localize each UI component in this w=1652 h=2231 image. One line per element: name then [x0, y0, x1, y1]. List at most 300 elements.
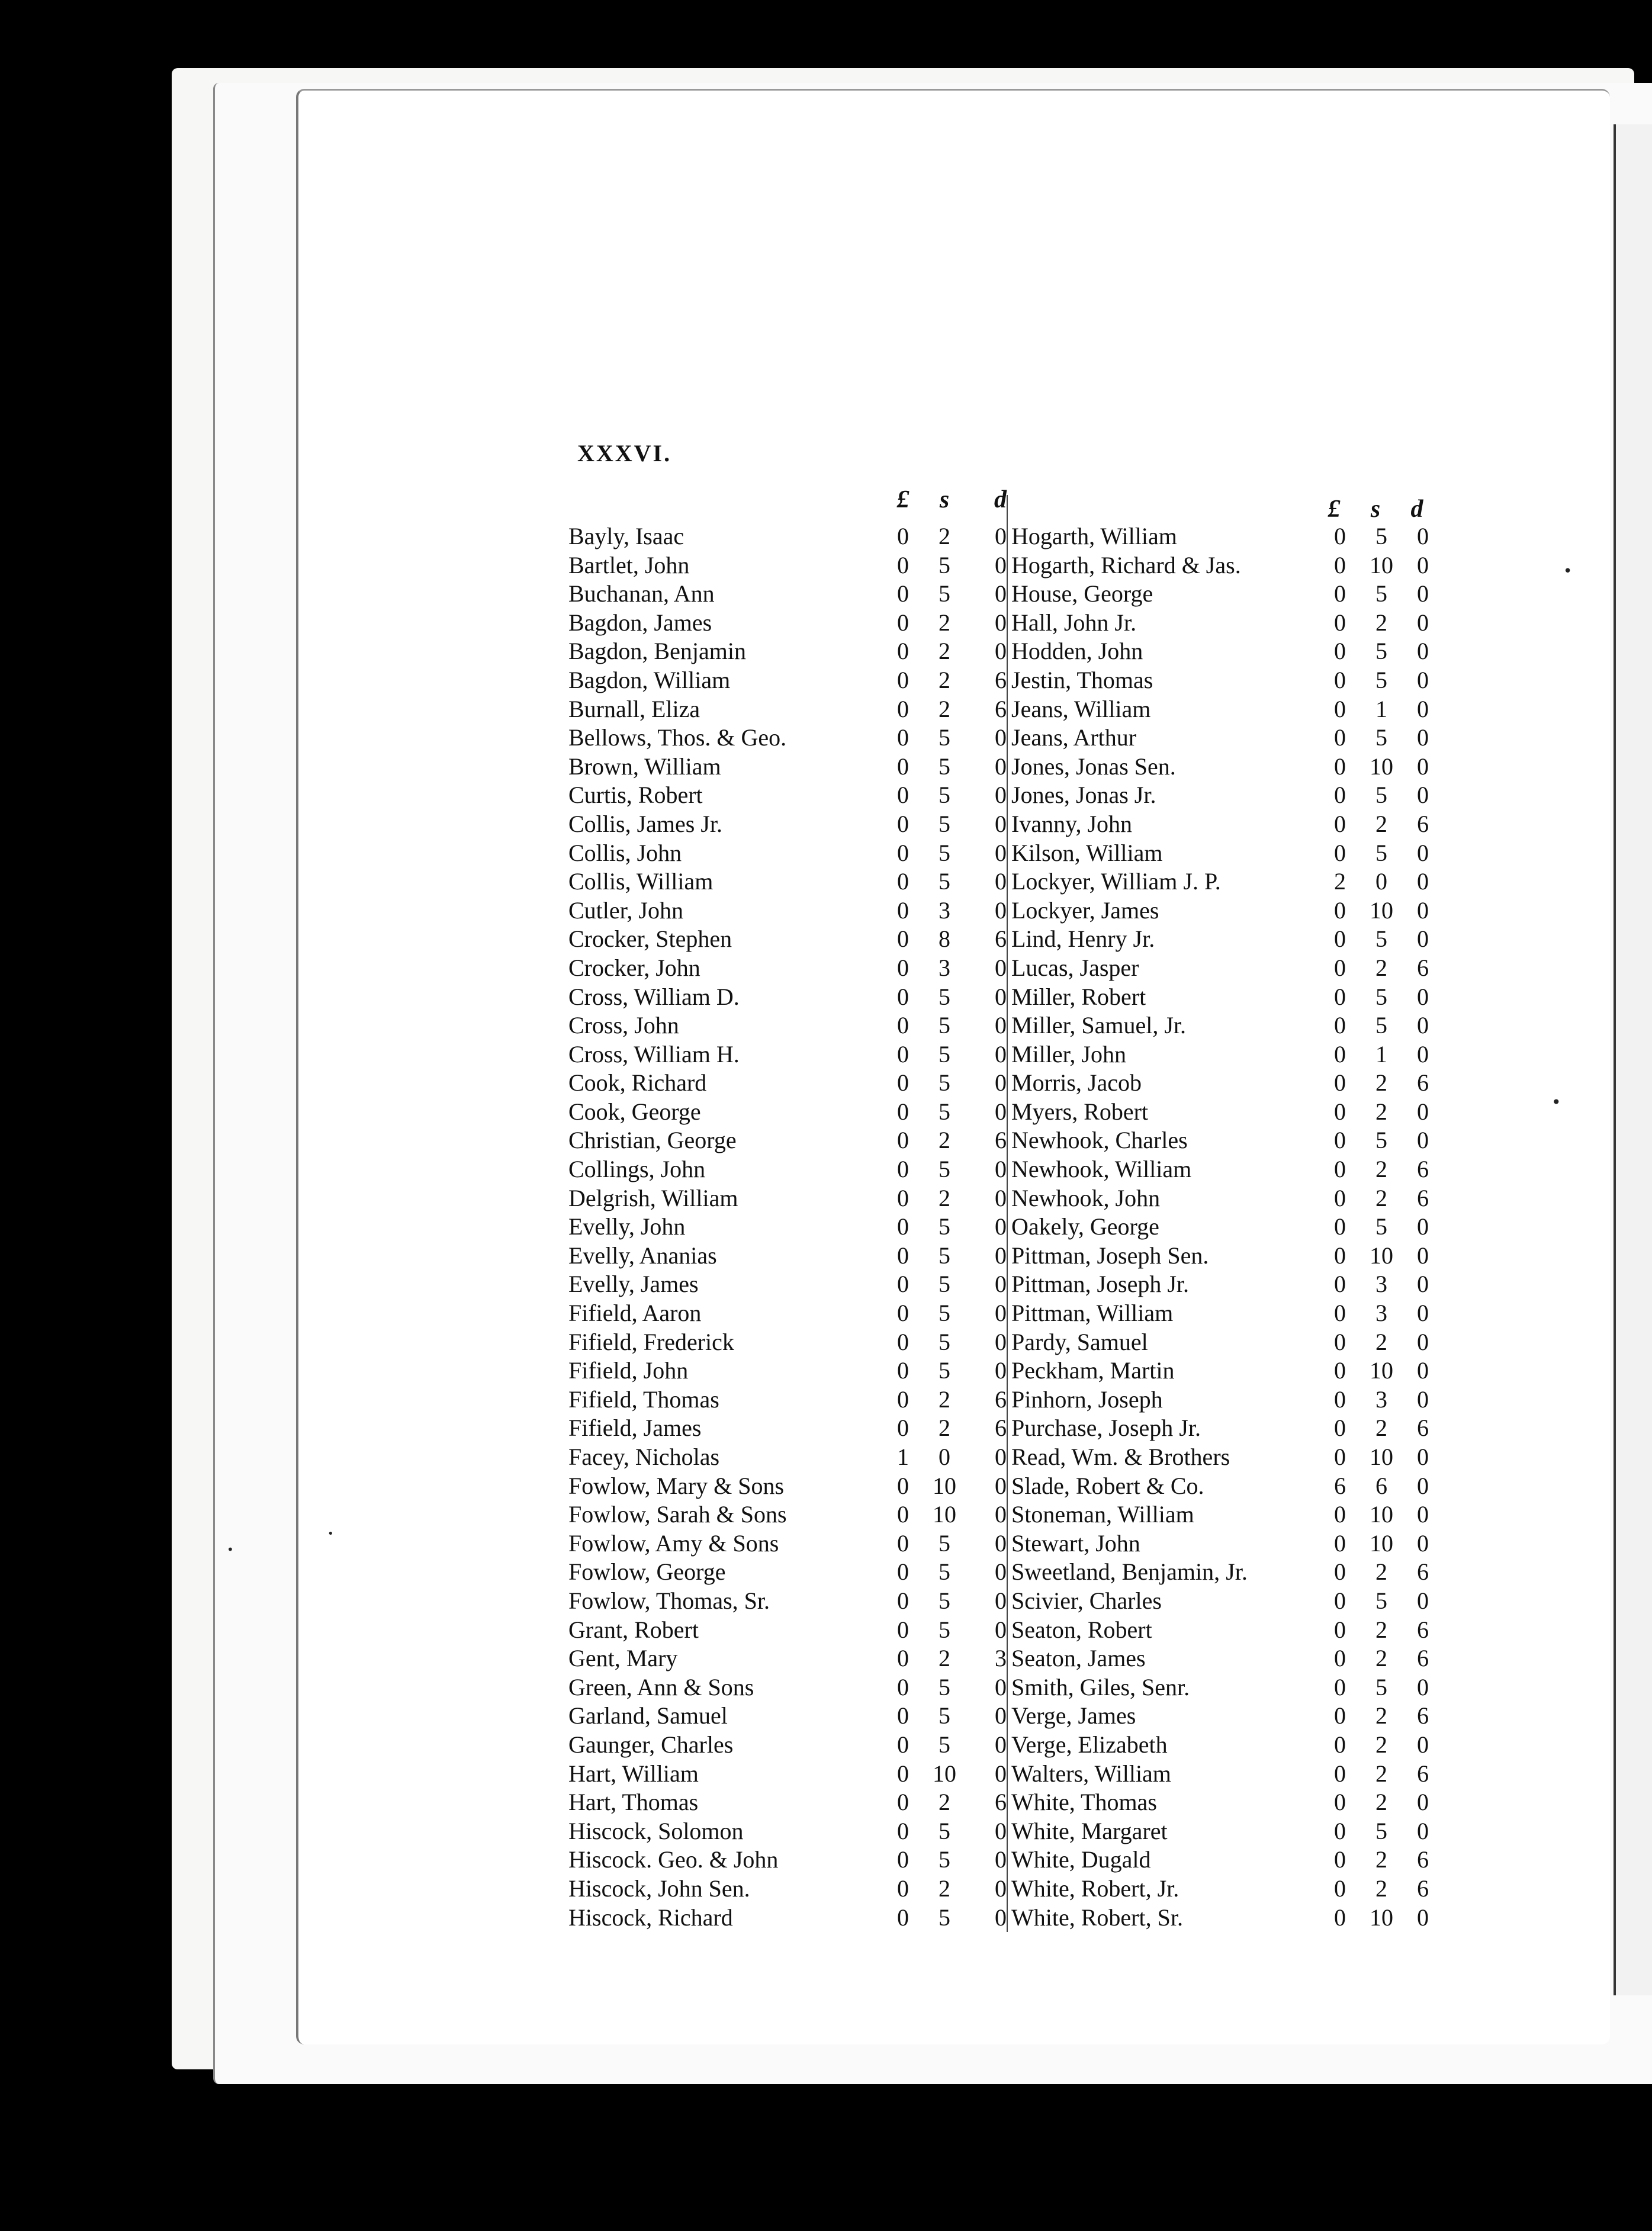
subscriber-row: [1011, 1155, 1438, 1184]
subscriber-row: [1011, 983, 1438, 1012]
subscriber-name: Lind, Henry Jr.: [1011, 925, 1155, 953]
subscriber-name: Miller, Samuel, Jr.: [1011, 1012, 1187, 1039]
shillings-value: 10: [933, 1472, 956, 1499]
pounds-value: 0: [1334, 1616, 1346, 1643]
subscriber-row: [1011, 1328, 1438, 1357]
subscriber-row: [568, 1702, 1007, 1731]
pounds-value: 0: [1334, 1357, 1346, 1384]
pounds-value: 0: [897, 1472, 909, 1499]
subscriber-row: [1011, 839, 1438, 868]
pence-value: 0: [1417, 1673, 1429, 1700]
shillings-value: 2: [1375, 1184, 1387, 1211]
pounds-value: 0: [897, 666, 909, 693]
pence-value: 0: [1417, 1213, 1429, 1240]
pounds-value: 0: [1334, 1645, 1346, 1672]
shillings-value: 10: [1370, 1904, 1393, 1931]
subscriber-row: [1011, 1875, 1438, 1904]
pounds-value: 0: [1334, 1385, 1346, 1413]
shillings-value: 3: [939, 896, 950, 924]
pence-value: 6: [1417, 1069, 1429, 1097]
pence-value: 0: [1417, 638, 1429, 665]
subscriber-row: [1011, 896, 1438, 925]
pence-value: 0: [995, 753, 1007, 780]
subscriber-name: Lockyer, William J. P.: [1011, 868, 1221, 895]
pounds-value: 0: [897, 1012, 909, 1039]
shillings-header: s: [1370, 496, 1381, 523]
shillings-value: 5: [939, 1040, 950, 1068]
subscriber-name: Jestin, Thomas: [1011, 666, 1153, 693]
subscriber-name: Fowlow, Amy & Sons: [568, 1529, 779, 1557]
subscriber-row: [568, 983, 1007, 1012]
subscriber-name: Verge, James: [1011, 1702, 1136, 1729]
subscriber-name: Pittman, William: [1011, 1300, 1174, 1327]
pounds-value: 0: [1334, 724, 1346, 751]
pounds-header: £: [896, 486, 909, 513]
subscriber-name: Pittman, Joseph Jr.: [1011, 1271, 1190, 1298]
pence-value: 6: [995, 695, 1007, 722]
pounds-value: 0: [897, 1184, 909, 1211]
shillings-value: 3: [939, 954, 950, 981]
subscriber-name: Newhook, William: [1011, 1156, 1192, 1183]
subscriber-name: Bayly, Isaac: [568, 523, 684, 549]
pence-value: 0: [1417, 1587, 1429, 1614]
subscriber-row: [1011, 1558, 1438, 1587]
page-number: XXXVI.: [577, 440, 672, 467]
subscriber-row: [1011, 1242, 1438, 1271]
subscriber-row: [1011, 954, 1438, 983]
pounds-value: 0: [897, 609, 909, 636]
subscriber-row: [568, 1098, 1007, 1127]
subscriber-name: Collis, John: [568, 839, 682, 866]
subscriber-name: Newhook, John: [1011, 1184, 1161, 1211]
shillings-value: 10: [933, 1760, 956, 1787]
shillings-value: 2: [1375, 1558, 1387, 1586]
pounds-value: 0: [897, 1213, 909, 1240]
shillings-value: 5: [939, 983, 950, 1010]
subscriber-row: [568, 1500, 1007, 1529]
shillings-value: 10: [1370, 896, 1393, 924]
pence-value: 6: [1417, 1702, 1429, 1729]
shillings-value: 2: [939, 666, 950, 693]
pence-value: 0: [1417, 925, 1429, 953]
subscriber-name: Facey, Nicholas: [568, 1444, 720, 1470]
subscriber-name: Hogarth, William: [1011, 523, 1177, 549]
subscriber-name: Buchanan, Ann: [568, 580, 715, 607]
subscriber-name: Jeans, William: [1011, 695, 1151, 722]
pounds-value: 0: [1334, 839, 1346, 866]
subscriber-row: [1011, 1904, 1438, 1933]
shillings-value: 8: [939, 925, 950, 953]
pounds-value: 0: [897, 1760, 909, 1787]
shillings-value: 2: [1375, 1875, 1387, 1902]
column-header: [568, 486, 1007, 522]
pounds-value: 0: [897, 1271, 909, 1298]
shillings-value: 5: [1375, 580, 1387, 607]
subscriber-name: White, Robert, Sr.: [1011, 1904, 1183, 1931]
shillings-value: 5: [939, 1731, 950, 1758]
subscriber-name: Jones, Jonas Sen.: [1011, 753, 1176, 780]
subscriber-name: Hiscock, John Sen.: [568, 1875, 750, 1902]
ink-spot: •: [327, 1528, 334, 1540]
shillings-value: 5: [939, 810, 950, 837]
subscriber-name: Fowlow, Mary & Sons: [568, 1472, 785, 1499]
pence-value: 6: [1417, 1558, 1429, 1586]
subscriber-name: Brown, William: [568, 753, 721, 780]
pence-value: 0: [1417, 868, 1429, 895]
pounds-value: 0: [897, 896, 909, 924]
shillings-value: 5: [1375, 666, 1387, 693]
pence-header: d: [1410, 496, 1423, 523]
pounds-value: 0: [1334, 1875, 1346, 1902]
shillings-value: 10: [1370, 1501, 1393, 1528]
subscriber-row: [568, 1529, 1007, 1558]
subscriber-name: Pittman, Joseph Sen.: [1011, 1242, 1209, 1269]
shillings-value: 5: [939, 1673, 950, 1700]
subscriber-row: [568, 1875, 1007, 1904]
subscriber-row: [568, 1788, 1007, 1817]
pence-value: 0: [995, 983, 1007, 1010]
pounds-value: 0: [897, 1328, 909, 1355]
subscriber-row: [1011, 1673, 1438, 1702]
pence-value: 0: [1417, 1328, 1429, 1355]
subscriber-row: [1011, 724, 1438, 753]
subscriber-name: Hogarth, Richard & Jas.: [1011, 551, 1241, 578]
shillings-value: 5: [939, 1012, 950, 1039]
subscriber-name: Verge, Elizabeth: [1011, 1731, 1168, 1758]
subscriber-row: [1011, 551, 1438, 580]
pence-value: 0: [995, 896, 1007, 924]
pounds-header: £: [1328, 496, 1341, 523]
subscriber-name: Stoneman, William: [1011, 1501, 1194, 1528]
subscriber-name: Walters, William: [1011, 1760, 1171, 1787]
pence-value: 0: [995, 839, 1007, 866]
subscriber-row: [568, 1385, 1007, 1415]
pence-value: 0: [995, 1760, 1007, 1787]
pounds-value: 0: [1334, 1127, 1346, 1154]
subscriber-name: Hiscock, Richard: [568, 1904, 733, 1931]
subscriber-name: Fowlow, Sarah & Sons: [568, 1501, 787, 1528]
subscriber-name: Miller, John: [1011, 1040, 1126, 1068]
subscriber-row: [1011, 580, 1438, 609]
pence-value: 0: [1417, 1904, 1429, 1931]
shillings-value: 2: [939, 695, 950, 722]
subscriber-row: [1011, 753, 1438, 782]
subscriber-row: [568, 1213, 1007, 1242]
pence-value: 0: [995, 1817, 1007, 1844]
pence-value: 6: [1417, 1156, 1429, 1183]
pounds-value: 0: [1334, 1415, 1346, 1442]
pounds-value: 0: [897, 1846, 909, 1873]
subscriber-row: [1011, 1098, 1438, 1127]
pence-value: 6: [995, 1789, 1007, 1816]
pounds-value: 0: [1334, 666, 1346, 693]
subscriber-name: Christian, George: [568, 1127, 737, 1154]
subscriber-row: [1011, 781, 1438, 810]
subscriber-name: Pardy, Samuel: [1011, 1328, 1148, 1355]
subscriber-row: [568, 954, 1007, 983]
subscriber-name: Myers, Robert: [1011, 1098, 1149, 1125]
subscriber-row: [1011, 1040, 1438, 1069]
subscriber-row: [1011, 810, 1438, 839]
shillings-value: 5: [939, 782, 950, 809]
subscriber-row: [1011, 925, 1438, 954]
pence-value: 6: [995, 1385, 1007, 1413]
subscriber-name: Hart, Thomas: [568, 1789, 699, 1816]
pounds-value: 0: [1334, 1789, 1346, 1816]
pence-value: 6: [1417, 1415, 1429, 1442]
shillings-value: 2: [1375, 1731, 1387, 1758]
pounds-value: 0: [1334, 1156, 1346, 1183]
subscriber-name: Oakely, George: [1011, 1213, 1159, 1240]
pounds-value: 0: [897, 1501, 909, 1528]
shillings-value: 5: [939, 1817, 950, 1844]
subscriber-row: [568, 522, 1007, 551]
shillings-value: 5: [1375, 925, 1387, 953]
pounds-value: 0: [1334, 1558, 1346, 1586]
pence-value: 0: [1417, 1357, 1429, 1384]
subscriber-row: [568, 925, 1007, 954]
pounds-value: 0: [897, 1731, 909, 1758]
pounds-value: 0: [897, 1587, 909, 1614]
shillings-value: 5: [939, 1156, 950, 1183]
subscriber-row: [1011, 609, 1438, 638]
subscriber-name: Collis, William: [568, 868, 713, 895]
subscriber-row: [1011, 1472, 1438, 1501]
pence-value: 0: [995, 1357, 1007, 1384]
pence-value: 0: [995, 868, 1007, 895]
pounds-value: 0: [897, 1156, 909, 1183]
pounds-value: 0: [1334, 1242, 1346, 1269]
pence-value: 6: [1417, 1875, 1429, 1902]
pence-value: 0: [1417, 1529, 1429, 1557]
shillings-value: 2: [1375, 954, 1387, 981]
subscriber-row: [1011, 1443, 1438, 1472]
shillings-value: 5: [1375, 1127, 1387, 1154]
subscriber-name: White, Dugald: [1011, 1846, 1151, 1873]
pounds-value: 0: [897, 868, 909, 895]
pounds-value: 0: [1334, 1184, 1346, 1211]
pence-value: 0: [995, 954, 1007, 981]
subscriber-name: Crocker, Stephen: [568, 925, 732, 953]
pence-value: 0: [995, 523, 1007, 549]
shillings-value: 3: [1375, 1271, 1387, 1298]
shillings-value: 5: [939, 1242, 950, 1269]
shillings-value: 2: [1375, 1415, 1387, 1442]
subscriber-name: Fowlow, George: [568, 1558, 726, 1586]
shillings-value: 5: [939, 1069, 950, 1097]
pence-value: 0: [995, 1184, 1007, 1211]
subscriber-row: [1011, 637, 1438, 666]
subscriber-row: [1011, 1126, 1438, 1155]
shillings-value: 2: [939, 1875, 950, 1902]
pounds-value: 0: [897, 1385, 909, 1413]
pence-value: 0: [995, 1271, 1007, 1298]
subscriber-name: Gaunger, Charles: [568, 1731, 734, 1758]
shillings-value: 0: [1375, 868, 1387, 895]
subscriber-name: Fifield, James: [568, 1415, 702, 1442]
subscriber-row: [568, 1673, 1007, 1702]
pence-value: 0: [1417, 580, 1429, 607]
pounds-value: 0: [897, 638, 909, 665]
pounds-value: 0: [1334, 523, 1346, 549]
pounds-value: 0: [897, 810, 909, 837]
subscriber-name: Peckham, Martin: [1011, 1357, 1175, 1384]
pence-value: 0: [995, 1875, 1007, 1902]
pounds-value: 0: [897, 1415, 909, 1442]
pence-value: 0: [1417, 782, 1429, 809]
subscriber-name: Lucas, Jasper: [1011, 954, 1139, 981]
subscriber-row: [568, 1328, 1007, 1357]
subscriber-row: [568, 609, 1007, 638]
pence-value: 0: [995, 609, 1007, 636]
pence-value: 6: [1417, 1760, 1429, 1787]
subscriber-name: Cross, William D.: [568, 983, 740, 1010]
pence-value: 0: [995, 1673, 1007, 1700]
pounds-value: 0: [1334, 1846, 1346, 1873]
subscriber-row: [568, 1126, 1007, 1155]
facing-page-edge: [1614, 124, 1652, 1995]
pence-value: 6: [995, 1127, 1007, 1154]
pence-value: 0: [995, 1702, 1007, 1729]
subscriber-row: [568, 1242, 1007, 1271]
subscriber-row: [568, 1817, 1007, 1846]
shillings-value: 2: [1375, 1702, 1387, 1729]
subscriber-row: [568, 867, 1007, 896]
subscriber-row: [1011, 1817, 1438, 1846]
pence-value: 0: [1417, 695, 1429, 722]
subscriber-name: House, George: [1011, 580, 1153, 607]
pence-value: 0: [995, 1587, 1007, 1614]
subscriber-row: [568, 724, 1007, 753]
subscriber-row: [568, 1270, 1007, 1299]
pounds-value: 0: [1334, 638, 1346, 665]
shillings-value: 5: [1375, 1213, 1387, 1240]
subscriber-name: Scivier, Charles: [1011, 1587, 1162, 1614]
subscriber-name: Fifield, John: [568, 1357, 689, 1384]
pence-value: 0: [995, 1731, 1007, 1758]
pounds-value: 0: [897, 954, 909, 981]
pence-value: 0: [995, 1616, 1007, 1643]
subscriber-row: [1011, 666, 1438, 695]
subscriber-row: [568, 896, 1007, 925]
pence-value: 0: [995, 1529, 1007, 1557]
subscriber-name: Slade, Robert & Co.: [1011, 1472, 1204, 1499]
pence-value: 0: [1417, 1789, 1429, 1816]
pence-value: 0: [995, 1558, 1007, 1586]
subscriber-row: [568, 1644, 1007, 1673]
shillings-value: 5: [939, 551, 950, 578]
pence-value: 0: [1417, 1817, 1429, 1844]
pence-value: 0: [1417, 1385, 1429, 1413]
pounds-value: 0: [897, 695, 909, 722]
shillings-value: 5: [939, 1702, 950, 1729]
subscriber-row: [568, 1760, 1007, 1789]
shillings-value: 3: [1375, 1385, 1387, 1413]
pounds-value: 1: [897, 1444, 909, 1470]
subscriber-row: [1011, 1616, 1438, 1645]
shillings-value: 2: [1375, 1156, 1387, 1183]
pounds-value: 0: [1334, 753, 1346, 780]
pence-value: 0: [995, 1328, 1007, 1355]
subscriber-row: [568, 1616, 1007, 1645]
pounds-value: 0: [1334, 1069, 1346, 1097]
subscriber-name: Hart, William: [568, 1760, 699, 1787]
subscriber-name: Evelly, Ananias: [568, 1242, 717, 1269]
subscriber-name: Cutler, John: [568, 896, 683, 924]
subscriber-row: [568, 1846, 1007, 1875]
shillings-value: 5: [939, 753, 950, 780]
shillings-value: 1: [1375, 1040, 1387, 1068]
pounds-value: 0: [1334, 1904, 1346, 1931]
subscriber-row: [568, 781, 1007, 810]
shillings-value: 5: [939, 1558, 950, 1586]
subscriber-name: Hiscock, Solomon: [568, 1817, 744, 1844]
shillings-value: 2: [1375, 1846, 1387, 1873]
pounds-value: 0: [897, 1789, 909, 1816]
shillings-value: 2: [1375, 1789, 1387, 1816]
shillings-value: 5: [939, 1529, 950, 1557]
pence-value: 0: [995, 1040, 1007, 1068]
pence-value: 0: [995, 638, 1007, 665]
subscriber-name: Newhook, Charles: [1011, 1127, 1188, 1154]
pence-value: 0: [995, 1012, 1007, 1039]
subscriber-name: Fifield, Thomas: [568, 1385, 719, 1413]
subscriber-row: [568, 637, 1007, 666]
shillings-value: 5: [1375, 638, 1387, 665]
pence-value: 0: [1417, 1012, 1429, 1039]
pounds-value: 0: [1334, 1040, 1346, 1068]
shillings-value: 5: [939, 1213, 950, 1240]
shillings-value: 5: [1375, 983, 1387, 1010]
pence-value: 0: [1417, 1040, 1429, 1068]
subscriber-row: [1011, 1414, 1438, 1443]
pounds-value: 0: [897, 782, 909, 809]
subscriber-row: [1011, 1385, 1438, 1415]
shillings-value: 2: [939, 638, 950, 665]
pounds-value: 0: [1334, 1673, 1346, 1700]
subscriber-row: [1011, 1731, 1438, 1760]
shillings-value: 5: [1375, 839, 1387, 866]
pounds-value: 0: [1334, 1213, 1346, 1240]
pounds-value: 0: [1334, 1731, 1346, 1758]
pounds-value: 0: [897, 1127, 909, 1154]
pence-value: 0: [1417, 1242, 1429, 1269]
subscriber-row: [568, 1184, 1007, 1213]
pence-value: 6: [1417, 1846, 1429, 1873]
pounds-value: 0: [897, 1529, 909, 1557]
shillings-value: 2: [939, 1184, 950, 1211]
pence-value: 0: [995, 810, 1007, 837]
pence-value: 0: [995, 1069, 1007, 1097]
subscriber-row: [1011, 1846, 1438, 1875]
pence-value: 0: [995, 551, 1007, 578]
pence-value: 6: [1417, 810, 1429, 837]
shillings-value: 6: [1375, 1472, 1387, 1499]
subscriber-row: [1011, 1356, 1438, 1385]
pence-value: 6: [995, 925, 1007, 953]
subscriber-row: [568, 1011, 1007, 1040]
subscriber-name: Green, Ann & Sons: [568, 1673, 754, 1700]
subscriber-name: Sweetland, Benjamin, Jr.: [1011, 1558, 1248, 1586]
pounds-value: 0: [1334, 1328, 1346, 1355]
subscriber-row: [568, 753, 1007, 782]
subscriber-name: White, Robert, Jr.: [1011, 1875, 1179, 1902]
shillings-value: 2: [939, 1415, 950, 1442]
pounds-value: 0: [1334, 1587, 1346, 1614]
pence-value: 0: [995, 1213, 1007, 1240]
shillings-value: 5: [939, 1587, 950, 1614]
subscriber-name: Cross, John: [568, 1012, 679, 1039]
